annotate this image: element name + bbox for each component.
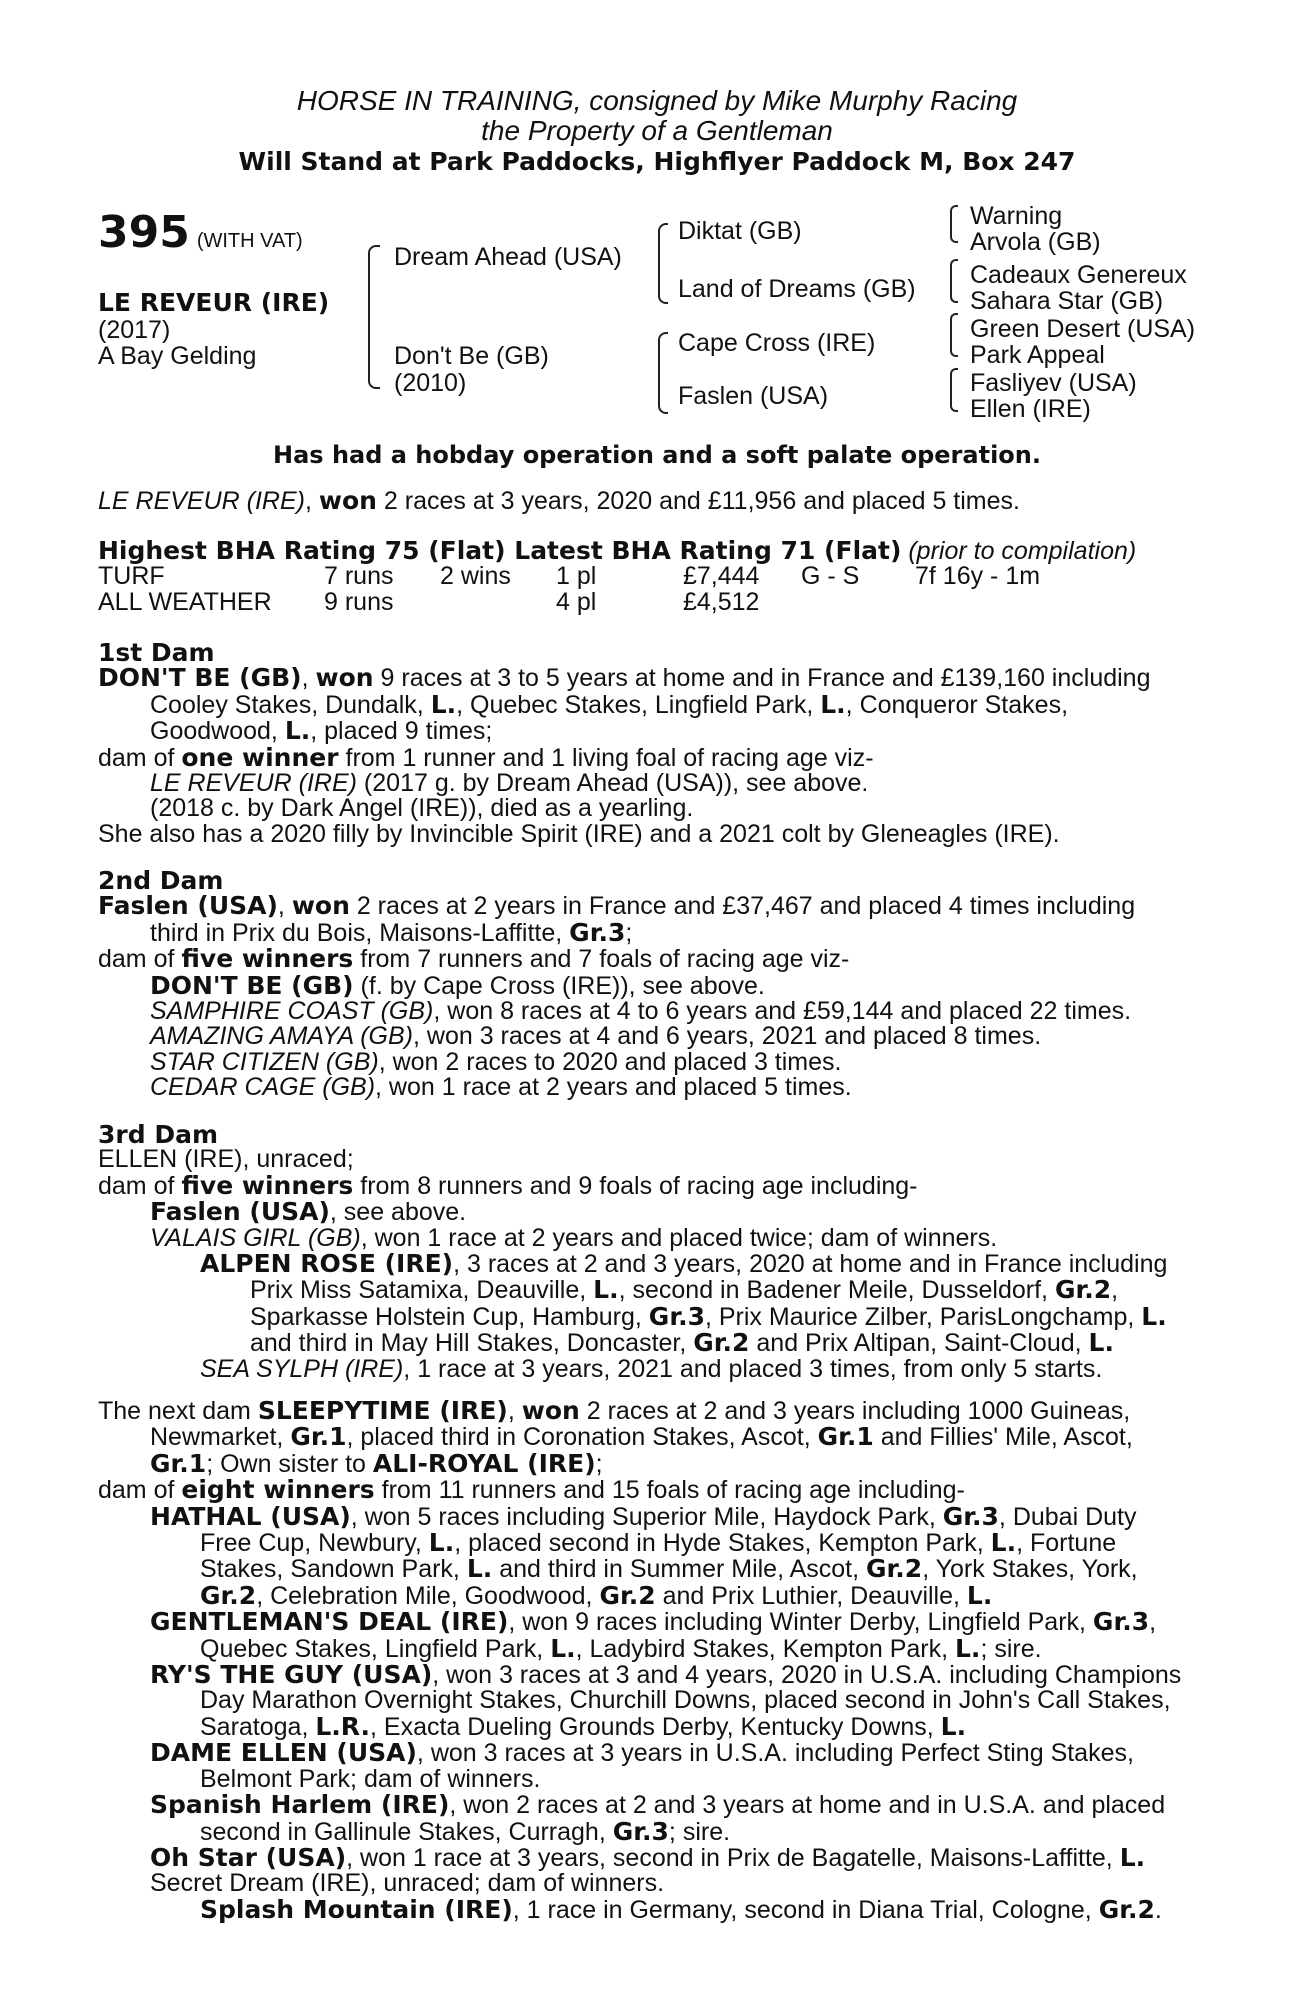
pedigree-gen3-7: Fasliyev (USA) [970,369,1137,397]
horse-name: LE REVEUR (IRE) [98,288,330,317]
lot-number: 395 [98,207,190,258]
turf-distance: 7f 16y - 1m [915,562,1041,590]
turf-placed: 1 pl [556,562,597,590]
pedigree-sire-dam: Land of Dreams (GB) [678,275,916,303]
aw-prize: £4,512 [683,588,760,616]
third-dam-section: 3rd Dam ELLEN (IRE), unraced; dam of five winners from 8 runners and 9 foals of racing age including- Faslen (USA), see above. VALAIS GIRL (GB), won 1 race at 2 years and placed twice; dam of winners. ALPEN ROSE (IRE), 3 races at 2 and 3 years, 2020 at home and in France including Prix Miss Satamixa, Deauville, L., second in Badener Meile, Dusseldorf, Gr.2, Sparkasse Holstein Cup, Hamburg, Gr.3, Prix Maurice Zilber, ParisLongchamp, L. and third in May Hill Stakes, Doncaster, Gr.2 and Prix Altipan, Saint-Cloud, L. SEA SYLPH (IRE), 1 race at 3 years, 2021 and placed 3 times, from only 5 starts. [98,1122,1198,1382]
pedigree-dam-dam: Faslen (USA) [678,382,829,410]
turf-label: TURF [98,562,165,590]
aw-label: ALL WEATHER [98,588,272,616]
horse-description: A Bay Gelding [98,342,257,370]
lot-number-block [98,207,303,258]
property-line: the Property of a Gentleman [481,115,833,146]
pedigree-brace-3a [950,205,958,243]
consignor-line: HORSE IN TRAINING, consigned by Mike Murphy Racing [296,85,1018,116]
first-dam-heading: 1st Dam [98,638,215,667]
pedigree-gen3-8: Ellen (IRE) [970,395,1091,423]
aw-placed: 4 pl [556,588,597,616]
operation-note: Has had a hobday operation and a soft palate operation. [273,441,1041,469]
stand-location: Will Stand at Park Paddocks, Highflyer Paddock M, Box 247 [238,147,1076,176]
pedigree-gen3-1: Warning [970,202,1063,230]
first-dam-section: 1st Dam DON'T BE (GB), won 9 races at 3 to 5 years at home and in France and £139,160 including Cooley Stakes, Dundalk, L., Quebec Stakes, Lingfield Park, L., Conqueror Stakes, Goodwood, L., placed 9 times; dam of one winner from 1 runner and 1 living foal of racing age viz- LE REVEUR (IRE) (2017 g. by Dream Ahead (USA)), see above. (2018 c. by Dark Angel (IRE)), died as a yearling. She also has a 2020 filly by Invincible Spirit (IRE) and a 2021 colt by Gleneagles (IRE). [98,640,1198,847]
pedigree-brace-2a [658,223,668,304]
pedigree-dam-year: (2010) [394,369,467,397]
foaling-year: (2017) [98,316,171,344]
ratings-line: Highest BHA Rating 75 (Flat) Latest BHA Rating 71 (Flat) (prior to compilation) [98,536,1137,565]
pedigree-gen3-6: Park Appeal [970,341,1105,369]
pedigree-gen3-5: Green Desert (USA) [970,315,1196,343]
pedigree-gen3-4: Sahara Star (GB) [970,287,1164,315]
turf-wins: 2 wins [440,562,511,590]
vat-note: (WITH VAT) [196,230,303,252]
pedigree-sire-sire: Diktat (GB) [678,217,802,245]
pedigree-brace-2b [658,332,668,414]
race-summary: LE REVEUR (IRE), won 2 races at 3 years, 2020 and £11,956 and placed 5 times. [98,486,1020,515]
pedigree-gen3-2: Arvola (GB) [970,228,1101,256]
third-dam-heading: 3rd Dam [98,1120,218,1149]
pedigree-brace-3b [950,259,958,303]
pedigree-sire: Dream Ahead (USA) [394,243,622,271]
pedigree-brace-1 [368,245,380,389]
second-dam-section: 2nd Dam Faslen (USA), won 2 races at 2 years in France and £37,467 and placed 4 times including third in Prix du Bois, Maisons-Laffitte, Gr.3; dam of five winners from 7 runners and 7 foals of racing age viz- DON'T BE (GB) (f. by Cape Cross (IRE)), see above. SAMPHIRE COAST (GB), won 8 races at 4 to 6 years and £59,144 and placed 22 times. AMAZING AMAYA (GB), won 3 races at 4 and 6 years, 2021 and placed 8 times. STAR CITIZEN (GB), won 2 races to 2020 and placed 3 times. CEDAR CAGE (GB), won 1 race at 2 years and placed 5 times. [98,868,1198,1101]
aw-runs: 9 runs [324,588,394,616]
turf-prize: £7,444 [683,562,760,590]
turf-going: G - S [801,562,860,590]
pedigree-dam: Don't Be (GB) [394,342,549,370]
pedigree-brace-3d [950,368,958,412]
turf-runs: 7 runs [324,562,394,590]
second-dam-heading: 2nd Dam [98,866,224,895]
next-dam-section: The next dam SLEEPYTIME (IRE), won 2 races at 2 and 3 years including 1000 Guineas, Newmarket, Gr.1, placed third in Coronation Stakes, Ascot, Gr.1 and Fillies' Mile, Ascot, Gr.1; Own sister to ALI-ROYAL (IRE); dam of eight winners from 11 runners and 15 foals of racing age including- HATHAL (USA), won 5 races including Superior Mile, Haydock Park, Gr.3, Dubai Duty Free Cup, Newbury, L., placed second in Hyde Stakes, Kempton Park, L., Fortune Stakes, Sandown Park, L. and third in Summer Mile, Ascot, Gr.2, York Stakes, York, Gr.2, Celebration Mile, Goodwood, Gr.2 and Prix Luthier, Deauville, L. GENTLEMAN'S DEAL (IRE), won 9 races including Winter Derby, Lingfield Park, Gr.3, Quebec Stakes, Lingfield Park, L., Ladybird Stakes, Kempton Park, L.; sire. RY'S THE GUY (USA), won 3 races at 3 and 4 years, 2020 in U.S.A. including Champions Day Marathon Overnight Stakes, Churchill Downs, placed second in John's Call Stakes, Saratoga, L.R., Exacta Dueling Grounds Derby, Kentucky Downs, L. DAME ELLEN (USA), won 3 races at 3 years in U.S.A. including Perfect Sting Stakes, Belmont Park; dam of winners. Spanish Harlem (IRE), won 2 races at 2 and 3 years at home and in U.S.A. and placed second in Gallinule Stakes, Curragh, Gr.3; sire. Oh Star (USA), won 1 race at 3 years, second in Prix de Bagatelle, Maisons-Laffitte, L. Secret Dream (IRE), unraced; dam of winners. Splash Mountain (IRE), 1 race in Germany, second in Diana Trial, Cologne, Gr.2. [98,1396,1182,1924]
pedigree-brace-3c [950,313,958,357]
pedigree-gen3-3: Cadeaux Genereux [970,261,1187,289]
pedigree-dam-sire: Cape Cross (IRE) [678,329,876,357]
